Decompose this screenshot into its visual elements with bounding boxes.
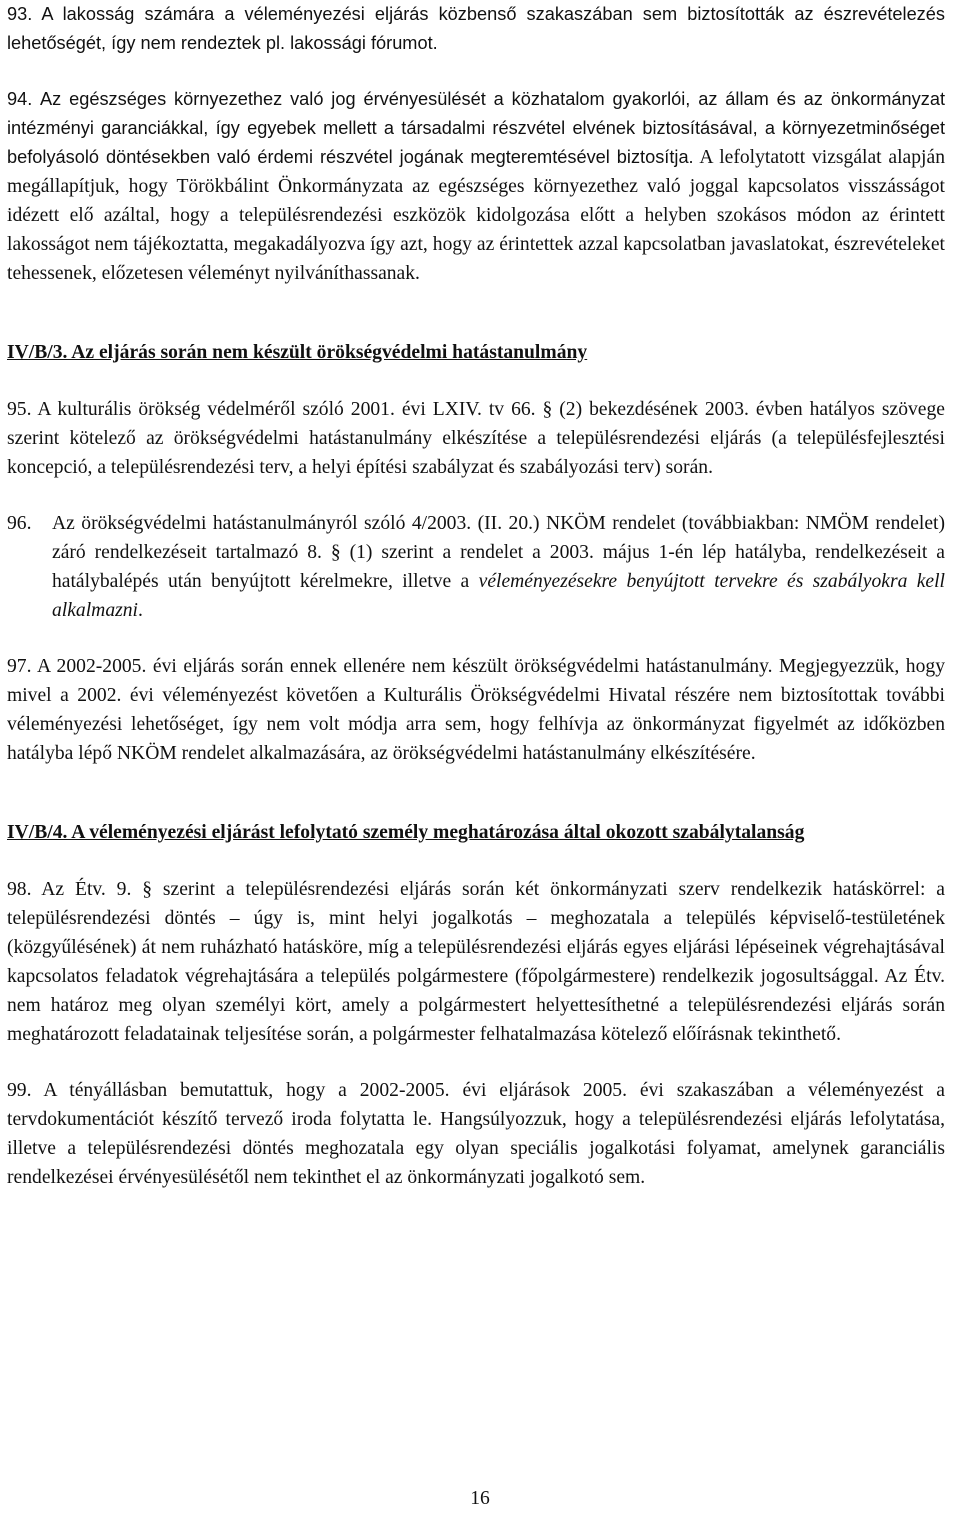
paragraph-text-part2: A lefolytatott vizsgálat alapján megállapítjuk, hogy Törökbálint Önkormányzata az egészséges környezethez való joggal kapcsolatos visszásságot idézett elő azáltal, hogy a településrendezési eszközök kidolgozása előtt a helyben szokásos módon az érintett lakosságot nem tájékoztatta, megakadályozva így azt, hogy az érintettek azzal kapcsolatban javaslatokat, észrevételeket tehessenek, előzetesen véleményt nyilváníthassanak. <box>7 147 945 284</box>
paragraph-text: Az örökségvédelmi hatástanulmányról szóló 4/2003. (II. 20.) NKÖM rendelet (továbbiakban: NMÖM rendelet) záró rendelkezéseit tartalmazó 8. § (1) szerint a rendelet a 2003. május 1-én lép hatályba, rendelkezéseit a hatálybalépés után benyújtott kérelmekre, illetve a véleményezésekre benyújtott tervekre és szabályokra kell alkalmazni. <box>52 513 945 621</box>
paragraph-number: 96. <box>7 513 32 534</box>
section-heading-b3: IV/B/3. Az eljárás során nem készült örökségvédelmi hatástanulmány <box>7 342 588 363</box>
paragraph-98: 98. Az Étv. 9. § szerint a településrendezési eljárás során két önkormányzati szerv rendelkezik hatáskörrel: a településrendezési döntés – úgy is, mint helyi jogalkotás – meghozatala a település képviselő-testületének (közgyűlésének) át nem ruházható hatásköre, míg a településrendezési eljárás egyes eljárási lépéseinek végrehajtásával kapcsolatos feladatok végrehajtására a település polgármestere (főpolgármestere) rendelkezik jogosultsággal. Az Étv. nem határoz meg olyan személyi kört, amely a polgármestert helyettesíthetné a településrendezési eljárás során meghatározott feladatainak teljesítése során, a polgármester felhatalmazása kötelező előírásnak tekinthető. <box>7 879 945 1045</box>
paragraph-96 <box>7 509 945 625</box>
paragraph-99: 99. A tényállásban bemutattuk, hogy a 2002-2005. évi eljárások 2005. évi szakaszában a véleményezést a tervdokumentációt készítő tervező iroda folytatta le. Hangsúlyozzuk, hogy a településrendezési eljárás lefolytatása, illetve a településrendezési döntés meghozatala egy olyan speciális jogalkotási folyamat, amelynek garanciális rendelkezései érvényesülésétől nem tekinthet el az önkormányzati jogalkotó sem. <box>7 1080 945 1188</box>
paragraph-text-part1: Az egészséges környezethez való jog érvényesülését a közhatalom gyakorlói, az állam és az önkormányzat intézményi garanciákkal, így egyebek mellett a társadalmi részvétel elvének biztosításával, a környezetminőséget befolyásoló döntésekben való érdemi részvétel jogának megteremtésével biztosítja. <box>7 89 945 167</box>
paragraph-number: 94. <box>7 89 33 109</box>
paragraph-95: 95. A kulturális örökség védelméről szóló 2001. évi LXIV. tv 66. § (2) bekezdésének 2003. évben hatályos szövege szerint kötelező az örökségvédelmi hatástanulmány elkészítése a településrendezési eljárás (a településfejlesztési koncepció, a településrendezési terv, a helyi építési szabályzat és szabályozási terv) során. <box>7 399 945 478</box>
page-number: 16 <box>470 1488 490 1509</box>
paragraph-93 <box>7 0 945 58</box>
paragraph-97: 97. A 2002-2005. évi eljárás során ennek ellenére nem készült örökségvédelmi hatástanulmány. Megjegyezzük, hogy mivel a 2002. évi véleményezést követően a Kulturális Örökségvédelmi Hivatal részére nem biztosítottak további véleményezési lehetőséget, így nem volt módja arra sem, hogy felhívja az önkormányzat figyelmét az időközben hatályba lépő NKÖM rendelet alkalmazására, az örökségvédelmi hatástanulmány elkészítésére. <box>7 656 945 764</box>
paragraph-number: 93. <box>7 4 33 24</box>
section-heading-b4: IV/B/4. A véleményezési eljárást lefolytató személy meghatározása által okozott szabálytalanság <box>7 822 805 843</box>
paragraph-94 <box>7 85 945 288</box>
paragraph-text: A lakosság számára a véleményezési eljárás közbenső szakaszában sem biztosították az észrevételezés lehetőségét, így nem rendeztek pl. lakossági fórumot. <box>7 4 945 53</box>
italic-emphasis: véleményezésekre benyújtott tervekre és szabályokra kell alkalmazni <box>52 571 945 621</box>
